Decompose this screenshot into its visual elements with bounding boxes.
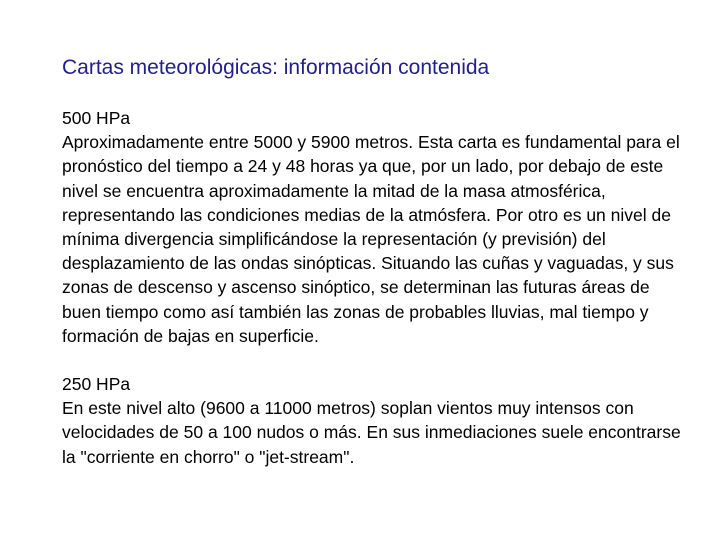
section-body: Aproximadamente entre 5000 y 5900 metros. Esta carta es fundamental para el pronóstico del tiempo a 24 y 48 horas ya que, por un lado, por debajo de este nivel se encuentra aproximadamente la mitad de la masa atmosférica, representando las condiciones medias de la atmósfera. Por otro es un nivel de mínima divergencia simplificándose la representación (y previsión) del desplazamiento de las ondas sinópticas. Situando las cuñas y vaguadas, y sus zonas de descenso y ascenso sinóptico, se determinan las futuras áreas de buen tiempo como así también las zonas de probables lluvias, mal tiempo y formación de bajas en superficie. <box>62 132 680 346</box>
slide-title: Cartas meteorológicas: información contenida <box>62 56 490 79</box>
section-body: En este nivel alto (9600 a 11000 metros) soplan vientos muy intensos con velocidades de 50 a 100 nudos o más. En sus inmediaciones suele encontrarse la "corriente en chorro" o "jet-stream". <box>62 398 681 467</box>
section-heading: 250 HPa <box>62 374 131 395</box>
section-250hpa <box>62 372 692 469</box>
section-500hpa <box>62 106 692 348</box>
section-heading: 500 HPa <box>62 108 131 128</box>
slide-content <box>62 106 692 469</box>
